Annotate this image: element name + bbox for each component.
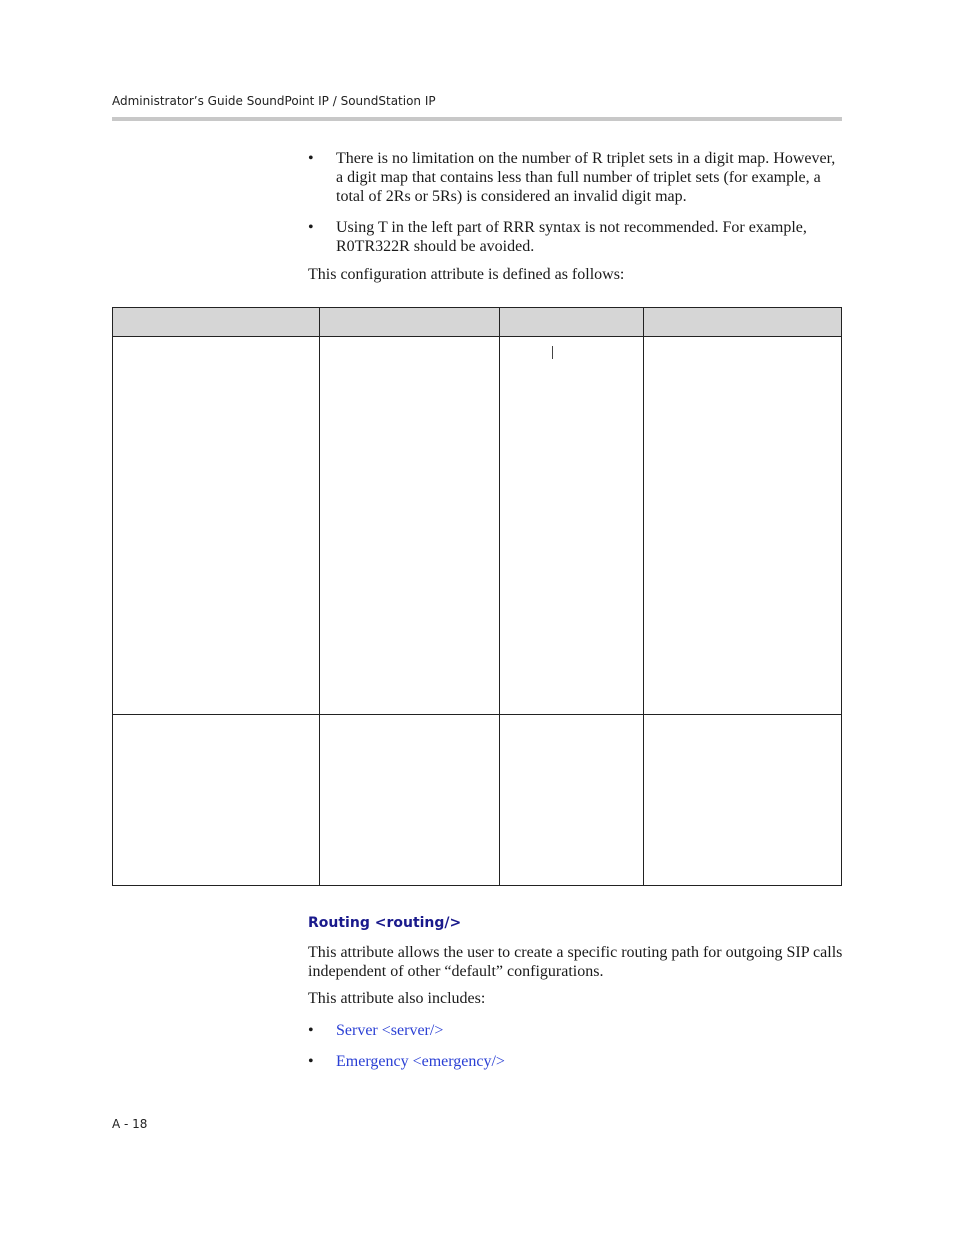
bullet-marker: • [308, 219, 314, 236]
table-header-cell [113, 308, 320, 337]
bullet-item [308, 1021, 843, 1040]
server-link[interactable]: Server <server/> [336, 1022, 444, 1039]
table-cell [319, 337, 500, 715]
table-cell [644, 337, 842, 715]
table-header-cell [644, 308, 842, 337]
bullet-list [308, 149, 843, 256]
bullet-item [308, 218, 843, 256]
intro-paragraph: This configuration attribute is defined as follows: [308, 266, 625, 283]
table-header-cell [319, 308, 500, 337]
page-number: A - 18 [112, 1117, 148, 1131]
table-cell [500, 715, 644, 886]
link-list [308, 1021, 843, 1071]
bullet-item [308, 1052, 843, 1071]
bullet-marker: • [308, 1022, 314, 1039]
table-row [113, 337, 842, 715]
bullet-marker: • [308, 1053, 314, 1070]
emergency-link[interactable]: Emergency <emergency/> [336, 1053, 505, 1070]
table-cell [500, 337, 644, 715]
table-cell [113, 715, 320, 886]
bullet-item [308, 149, 843, 206]
routing-description: This attribute allows the user to create a specific routing path for outgoing SIP calls independent of other “default” configurations. [308, 944, 843, 980]
table-row [113, 715, 842, 886]
text-cursor-mark [552, 346, 553, 359]
table-header-cell [500, 308, 644, 337]
section-heading-routing: Routing <routing/> [308, 915, 462, 931]
table-cell [113, 337, 320, 715]
table-cell [644, 715, 842, 886]
running-header: Administrator’s Guide SoundPoint IP / SoundStation IP [112, 94, 436, 108]
header-rule [112, 117, 842, 121]
bullet-marker: • [308, 150, 314, 167]
table-header-row [113, 308, 842, 337]
bullet-text: Using T in the left part of RRR syntax is not recommended. For example, R0TR322R should be avoided. [336, 219, 807, 255]
bullet-text: There is no limitation on the number of R triplet sets in a digit map. However, a digit map that contains less than full number of triplet sets (for example, a total of 2Rs or 5Rs) is considered an invalid digit map. [336, 150, 836, 205]
includes-paragraph: This attribute also includes: [308, 990, 486, 1007]
attribute-table [112, 307, 842, 886]
table-cell [319, 715, 500, 886]
